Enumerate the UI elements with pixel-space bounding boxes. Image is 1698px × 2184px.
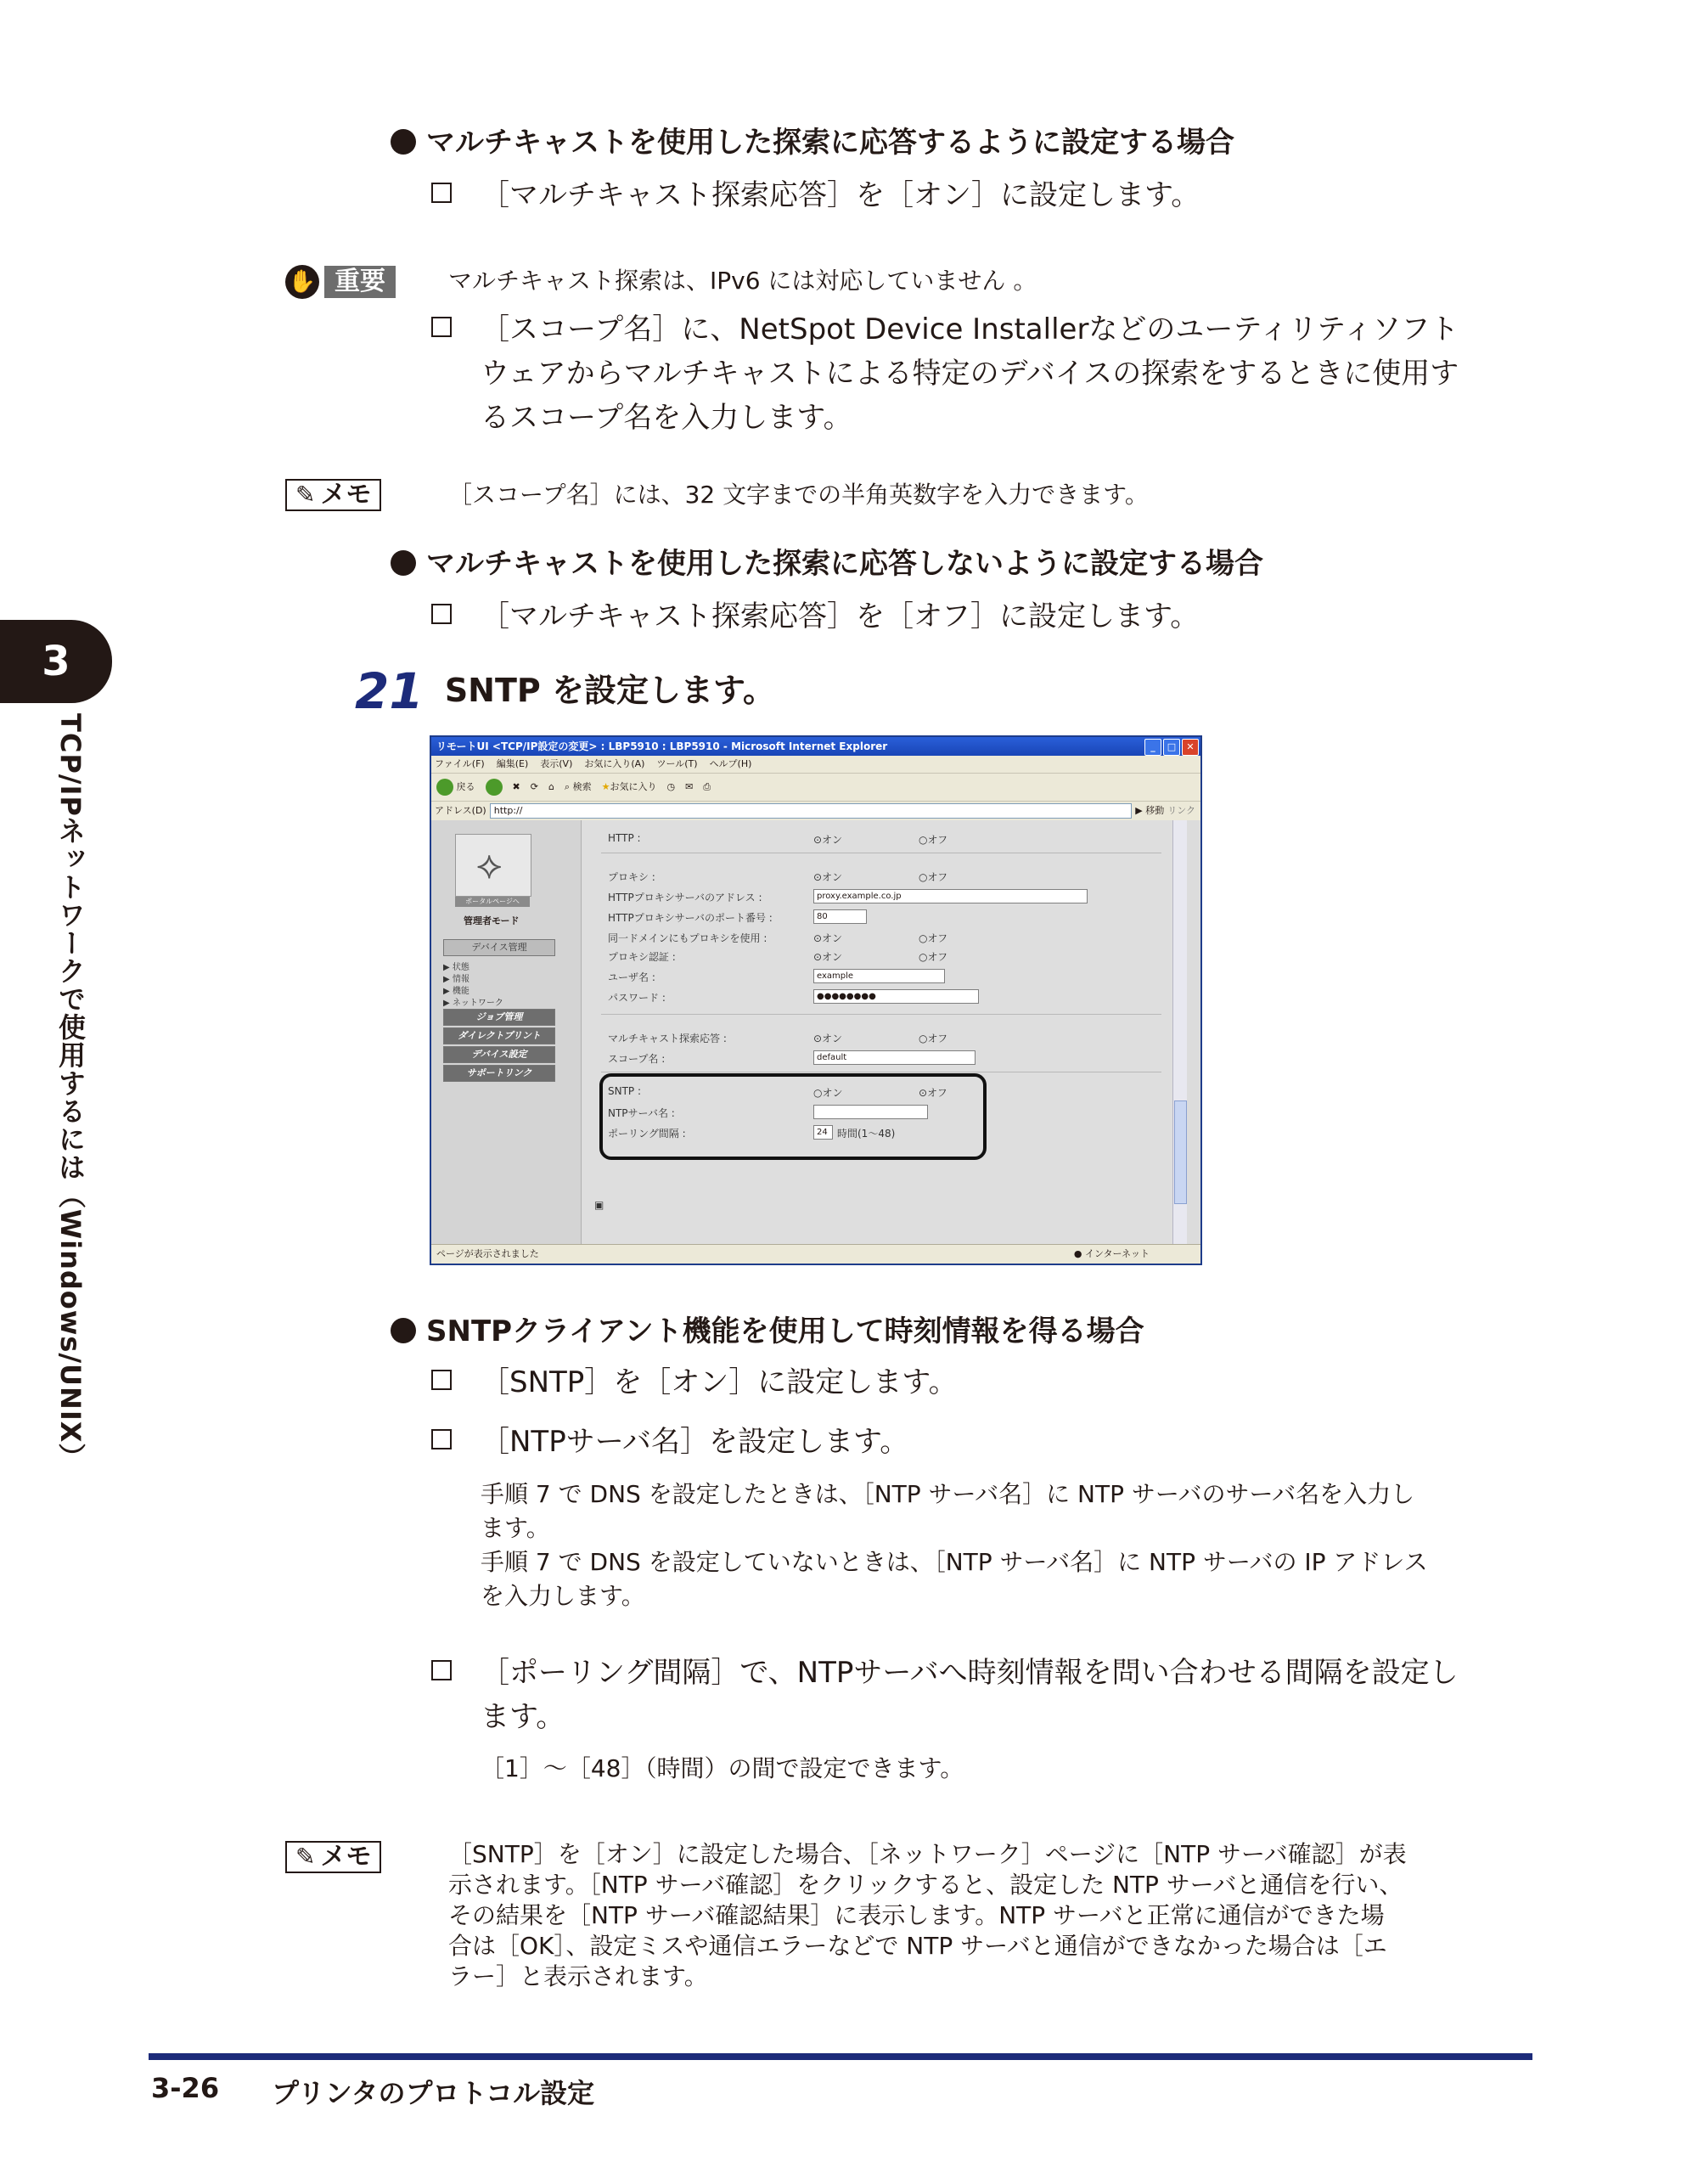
proxy-address-input[interactable]: proxy.example.co.jp [813, 889, 1088, 903]
menu-file[interactable]: ファイル(F) [435, 758, 485, 769]
menu-favorites[interactable]: お気に入り(A) [584, 758, 645, 769]
menu-bar [431, 756, 1200, 774]
multicast-on-radio[interactable]: ⊙オン [813, 1033, 843, 1044]
device-settings-button[interactable]: デバイス設定 [443, 1046, 555, 1063]
nav-link-network[interactable]: ▶ ネットワーク [443, 999, 503, 1008]
multicast-label: マルチキャスト探索応答 : [608, 1033, 727, 1044]
status-bar: ページが表示されました ● インターネット [431, 1244, 1200, 1264]
chapter-title: TCP/IPネットワークで使用するには（Windows/UNIX） [54, 713, 87, 1472]
memo-text: ［スコープ名］には、32 文字までの半角英数字を入力できます。 [448, 481, 1149, 509]
proxy-auth-off-radio[interactable]: ○オフ [919, 951, 948, 963]
vertical-scrollbar[interactable] [1172, 820, 1187, 1245]
browser-screenshot [430, 735, 1202, 1265]
pencil-icon: ✎ [295, 1843, 316, 1871]
polling-label: ポーリング間隔 : [608, 1128, 686, 1140]
checkbox-icon [431, 183, 452, 203]
bullet-icon [391, 129, 416, 155]
menu-view[interactable]: 表示(V) [540, 758, 573, 769]
go-button[interactable]: ▶ 移動 [1135, 805, 1165, 816]
checkbox-icon [431, 604, 452, 624]
proxy-auth-on-radio[interactable]: ⊙オン [813, 951, 843, 963]
internet-zone: ● インターネット [1073, 1248, 1150, 1259]
sntp-on-radio[interactable]: ○オン [813, 1087, 843, 1099]
instruction-step: ［ポーリング間隔］で、NTPサーバへ時刻情報を問い合わせる間隔を設定し ます。 [431, 1651, 1459, 1739]
job-manage-button[interactable]: ジョブ管理 [443, 1009, 555, 1026]
instruction-step: ［スコープ名］に、NetSpot Device Installerなどのユーティリティソフト ウェアからマルチキャストによる特定のデバイスの探索をするときに使用す るスコープ名を入力します。 [431, 307, 1459, 440]
scope-input[interactable]: default [813, 1050, 976, 1065]
proxy-address-label: HTTPプロキシサーバのアドレス : [608, 892, 762, 903]
favorites-button[interactable]: ★お気に入り [601, 781, 657, 792]
stop-icon[interactable]: ✖ [512, 781, 520, 792]
refresh-icon[interactable]: ⟳ [530, 781, 538, 792]
scroll-thumb[interactable] [1174, 1100, 1187, 1204]
menu-edit[interactable]: 編集(E) [496, 758, 529, 769]
checkbox-icon [431, 317, 452, 337]
description: 手順 7 で DNS を設定したときは、［NTP サーバ名］に NTP サーバのサーバ名を入力し ます。 手順 7 で DNS を設定していないときは、［NTP サーバ名］に NTP サーバの IP アドレス を入力します。 [481, 1480, 1428, 1610]
sntp-label: SNTP : [608, 1085, 642, 1097]
page-content [431, 820, 1200, 1245]
checkbox-icon [431, 1660, 452, 1680]
browser-toolbar [431, 774, 1200, 802]
star-icon: ★ [601, 781, 610, 792]
footer-title: プリンタのプロトコル設定 [272, 2077, 595, 2109]
print-icon[interactable]: ⎙ [703, 781, 711, 792]
proxy-label: プロキシ : [608, 871, 655, 883]
user-label: ユーザ名 : [608, 971, 655, 983]
close-icon[interactable]: ✕ [1182, 739, 1199, 756]
ntp-server-input[interactable] [813, 1105, 928, 1119]
instruction-step: ［SNTP］を［オン］に設定します。 [431, 1360, 958, 1404]
page-icon: ▣ [594, 1199, 604, 1211]
same-domain-on-radio[interactable]: ⊙オン [813, 932, 843, 944]
address-input[interactable]: http:// [490, 803, 1133, 819]
proxy-on-radio[interactable]: ⊙オン [813, 871, 843, 883]
sntp-off-radio[interactable]: ⊙オフ [919, 1087, 947, 1099]
nav-link-info[interactable]: ▶ 情報 [443, 975, 469, 984]
checkbox-icon [431, 1370, 452, 1390]
same-domain-label: 同一ドメインにもプロキシを使用 : [608, 932, 767, 944]
multicast-off-radio[interactable]: ○オフ [919, 1033, 948, 1044]
chapter-tab: 3 [0, 620, 112, 703]
description: ［1］～［48］（時間）の間で設定できます。 [481, 1754, 964, 1782]
minimize-icon[interactable]: _ [1144, 739, 1161, 756]
pencil-icon: ✎ [295, 481, 316, 509]
left-nav [431, 820, 582, 1245]
section-heading: マルチキャストを使用した探索に応答するように設定する場合 [391, 119, 1234, 160]
menu-help[interactable]: ヘルプ(H) [709, 758, 752, 769]
password-input[interactable]: ●●●●●●●● [813, 989, 979, 1004]
logo-icon: ⟡ [476, 842, 503, 887]
ntp-server-label: NTPサーバ名 : [608, 1107, 675, 1119]
globe-icon: ● [1073, 1248, 1082, 1259]
polling-unit: 時間(1～48) [837, 1128, 896, 1140]
mail-icon[interactable]: ✉ [685, 781, 694, 792]
menu-tools[interactable]: ツール(T) [656, 758, 698, 769]
memo-text: ［SNTP］を［オン］に設定した場合、［ネットワーク］ページに［NTP サーバ確認］が表 示されます。［NTP サーバ確認］をクリックすると、設定した NTP サーバと通信を行い、 その結果を［NTP サーバ確認結果］に表示します。NTP サーバと正常に通信ができた場 合は［OK］、設定ミスや通信エラーなどで NTP サーバと通信ができなかった場合は［エ ラー］と表示されます。 [448, 1840, 1407, 1990]
bullet-icon [391, 1318, 416, 1343]
checkbox-icon [431, 1429, 452, 1449]
instruction-step: ［NTPサーバ名］を設定します。 [431, 1420, 908, 1464]
polling-input[interactable]: 24 [813, 1125, 833, 1140]
instruction-step: ［マルチキャスト探索応答］を［オン］に設定します。 [431, 173, 1200, 217]
http-off-radio[interactable]: ○オフ [919, 834, 948, 846]
admin-mode-label: 管理者モード [464, 915, 520, 926]
http-on-radio[interactable]: ⊙オン [813, 834, 843, 846]
memo-badge: ✎ メモ [285, 1841, 381, 1873]
links-label[interactable]: リンク [1167, 805, 1195, 816]
proxy-off-radio[interactable]: ○オフ [919, 871, 948, 883]
memo-badge: ✎ メモ [285, 479, 381, 511]
direct-print-button[interactable]: ダイレクトプリント [443, 1027, 555, 1044]
same-domain-off-radio[interactable]: ○オフ [919, 932, 948, 944]
password-label: パスワード : [608, 992, 666, 1004]
scope-label: スコープ名 : [608, 1053, 666, 1065]
proxy-port-input[interactable]: 80 [813, 909, 867, 924]
user-input[interactable]: example [813, 969, 945, 983]
maximize-icon[interactable]: □ [1163, 739, 1180, 756]
section-heading: マルチキャストを使用した探索に応答しないように設定する場合 [391, 540, 1263, 582]
search-icon: ⌕ [564, 781, 571, 792]
back-button[interactable]: 戻る [436, 774, 475, 801]
http-label: HTTP : [608, 832, 641, 844]
forward-icon[interactable] [486, 779, 503, 796]
search-button[interactable]: ⌕ 検索 [564, 781, 592, 792]
important-text: マルチキャスト探索は、IPv6 には対応していません 。 [448, 267, 1037, 295]
history-icon[interactable]: ◷ [666, 781, 676, 792]
support-link-button[interactable]: サポートリンク [443, 1065, 555, 1082]
proxy-port-label: HTTPプロキシサーバのポート番号 : [608, 912, 773, 924]
printer-logo [455, 834, 531, 897]
important-badge: ✋ 重要 [285, 265, 396, 299]
device-manage-button[interactable]: デバイス管理 [443, 939, 555, 956]
nav-link-function[interactable]: ▶ 機能 [443, 987, 469, 996]
divider [601, 1014, 1161, 1015]
settings-pane [582, 820, 1187, 1245]
instruction-step: ［マルチキャスト探索応答］を［オフ］に設定します。 [431, 594, 1199, 639]
footer-rule [149, 2053, 1532, 2060]
address-bar: アドレス(D) http:// ▶ 移動 リンク [431, 802, 1200, 821]
proxy-auth-label: プロキシ認証 : [608, 951, 676, 963]
portal-link[interactable]: ポータルページへ [455, 897, 530, 907]
nav-link-status[interactable]: ▶ 状態 [443, 963, 469, 972]
hand-icon: ✋ [285, 265, 319, 299]
step-heading: 21 SNTP を設定します。 [355, 662, 775, 720]
page-number: 3-26 [151, 2072, 220, 2104]
home-icon[interactable]: ⌂ [548, 781, 554, 792]
bullet-icon [391, 550, 416, 576]
back-icon [436, 779, 453, 796]
section-heading: SNTPクライアント機能を使用して時刻情報を得る場合 [391, 1308, 1144, 1349]
window-titlebar: リモートUI <TCP/IP設定の変更> : LBP5910 : LBP5910 - Microsoft Internet Explorer _ □ ✕ [431, 737, 1200, 756]
